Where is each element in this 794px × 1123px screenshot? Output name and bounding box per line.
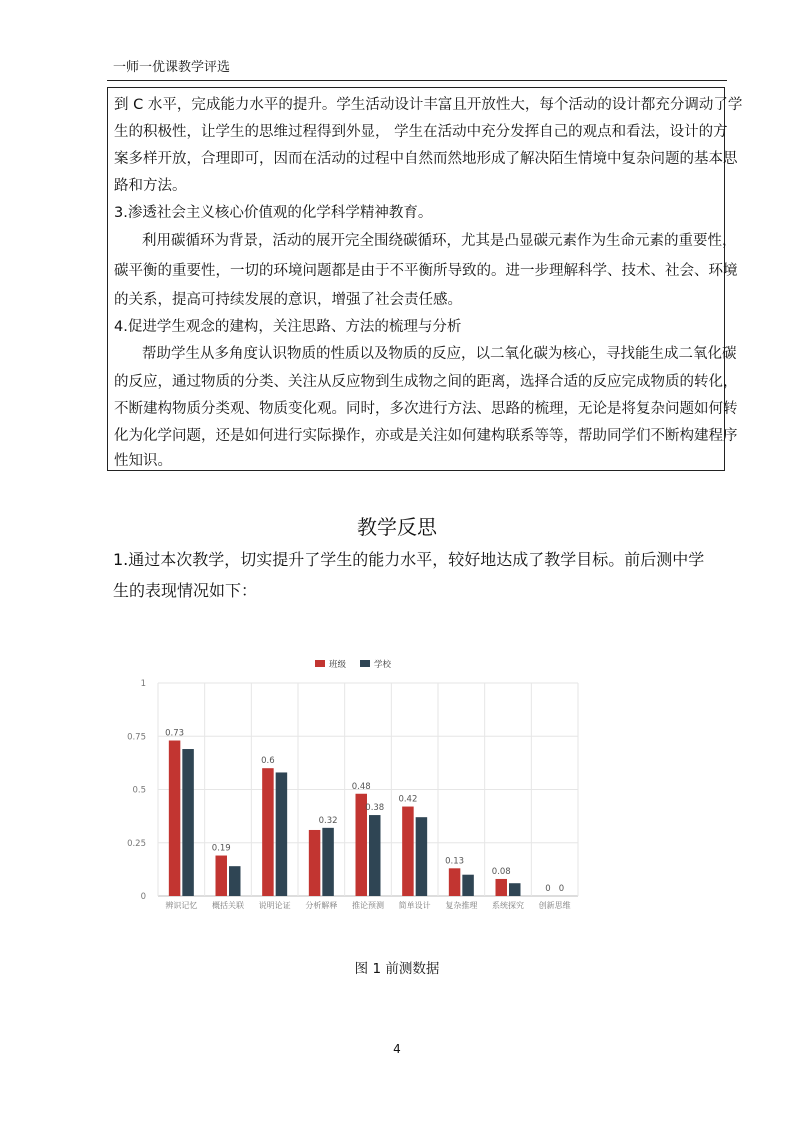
box-line: 案多样开放，合理即可，因而在活动的过程中自然而然地形成了解决陌生情境中复杂问题的基本思 <box>114 151 738 167</box>
bar-学校 <box>322 828 334 896</box>
legend-label: 班级 <box>329 660 347 670</box>
x-tick-label: 概括关联 <box>212 901 244 910</box>
content-box <box>107 87 743 471</box>
box-line: 的关系，提高可持续发展的意识，增强了社会责任感。 <box>114 292 462 308</box>
bar-学校 <box>462 875 474 896</box>
y-tick-label: 0.75 <box>127 732 146 743</box>
bar-学校 <box>509 883 521 896</box>
box-line: 化为化学问题，还是如何进行实际操作，亦或是关注如何建构联系等等，帮助同学们不断构建程序 <box>114 428 738 444</box>
bar-班级 <box>309 830 321 896</box>
x-tick-label: 说明论证 <box>258 901 291 910</box>
legend-swatch <box>315 660 325 667</box>
y-tick-label: 0.25 <box>127 838 146 849</box>
bar-班级 <box>216 856 228 896</box>
data-label: 0.6 <box>261 756 275 767</box>
bar-班级 <box>169 741 181 896</box>
data-label: 0.38 <box>365 803 385 814</box>
y-tick-label: 0.5 <box>132 785 146 796</box>
box-line: 路和方法。 <box>114 178 187 194</box>
y-tick-label: 1 <box>140 679 146 689</box>
bar-学校 <box>182 749 194 896</box>
x-tick-label: 辨识记忆 <box>165 901 198 910</box>
data-label: 0.48 <box>351 781 371 792</box>
page-number: 4 <box>393 1042 401 1056</box>
data-label: 0.13 <box>445 856 465 867</box>
paragraph-line: 生的表现情况如下： <box>113 581 258 600</box>
box-line: 的反应，通过物质的分类、关注从反应物到生成物之间的距离，选择合适的反应完成物质的转化， <box>114 374 738 390</box>
legend-swatch <box>360 660 370 667</box>
bar-班级 <box>402 807 414 896</box>
x-tick-label: 简单设计 <box>398 901 431 910</box>
y-tick-label: 0 <box>140 892 146 902</box>
bar-学校 <box>276 772 288 896</box>
box-heading: 3.渗透社会主义核心价值观的化学科学精神教育。 <box>114 205 433 221</box>
bar-学校 <box>369 815 381 896</box>
box-line: 生的积极性，让学生的思维过程得到外显， 学生在活动中充分发挥自己的观点和看法，设计的方 <box>114 124 728 140</box>
box-line: 不断建构物质分类观、物质变化观。同时，多次进行方法、思路的梳理，无论是将复杂问题如何转 <box>114 401 738 417</box>
box-line: 到 C 水平，完成能力水平的提升。学生活动设计丰富且开放性大，每个活动的设计都充分调动了学 <box>114 97 743 113</box>
box-line: 性知识。 <box>114 453 172 469</box>
bar-chart <box>118 648 588 928</box>
bar-学校 <box>229 866 241 896</box>
x-tick-label: 分析解释 <box>305 901 338 910</box>
box-line: 碳平衡的重要性，一切的环境问题都是由于不平衡所导致的。进一步理解科学、技术、社会、环境 <box>114 263 738 279</box>
bar-学校 <box>416 817 428 896</box>
bar-班级 <box>449 868 461 896</box>
data-label: 0.08 <box>491 866 511 877</box>
section-title: 教学反思 <box>357 515 437 539</box>
box-line: 帮助学生从多角度认识物质的性质以及物质的反应，以二氧化碳为核心，寻找能生成二氧化碳 <box>142 346 737 362</box>
header-rule <box>107 80 727 81</box>
data-label: 0.73 <box>165 728 185 739</box>
data-label: 0 <box>558 884 565 894</box>
legend-label: 学校 <box>374 660 392 670</box>
figure-caption: 图 1 前测数据 <box>354 961 440 977</box>
x-tick-label: 系统探究 <box>492 901 524 910</box>
data-label: 0.42 <box>398 794 418 805</box>
box-line: 利用碳循环为背景，活动的展开完全围绕碳循环，尤其是凸显碳元素作为生命元素的重要性， <box>142 233 737 249</box>
data-label: 0.19 <box>211 843 231 854</box>
bar-班级 <box>262 768 274 896</box>
paragraph-line: 1.通过本次教学，切实提升了学生的能力水平，较好地达成了教学目标。前后测中学 <box>113 550 705 569</box>
bar-班级 <box>496 879 508 896</box>
data-label: 0 <box>545 884 551 894</box>
data-label: 0.32 <box>318 815 338 826</box>
x-tick-label: 创新思维 <box>538 901 571 910</box>
x-tick-label: 推论预测 <box>352 901 384 910</box>
box-heading: 4.促进学生观念的建构，关注思路、方法的梳理与分析 <box>114 319 462 335</box>
x-tick-label: 复杂推理 <box>445 901 478 910</box>
header-title: 一师一优课教学评选 <box>113 60 231 75</box>
